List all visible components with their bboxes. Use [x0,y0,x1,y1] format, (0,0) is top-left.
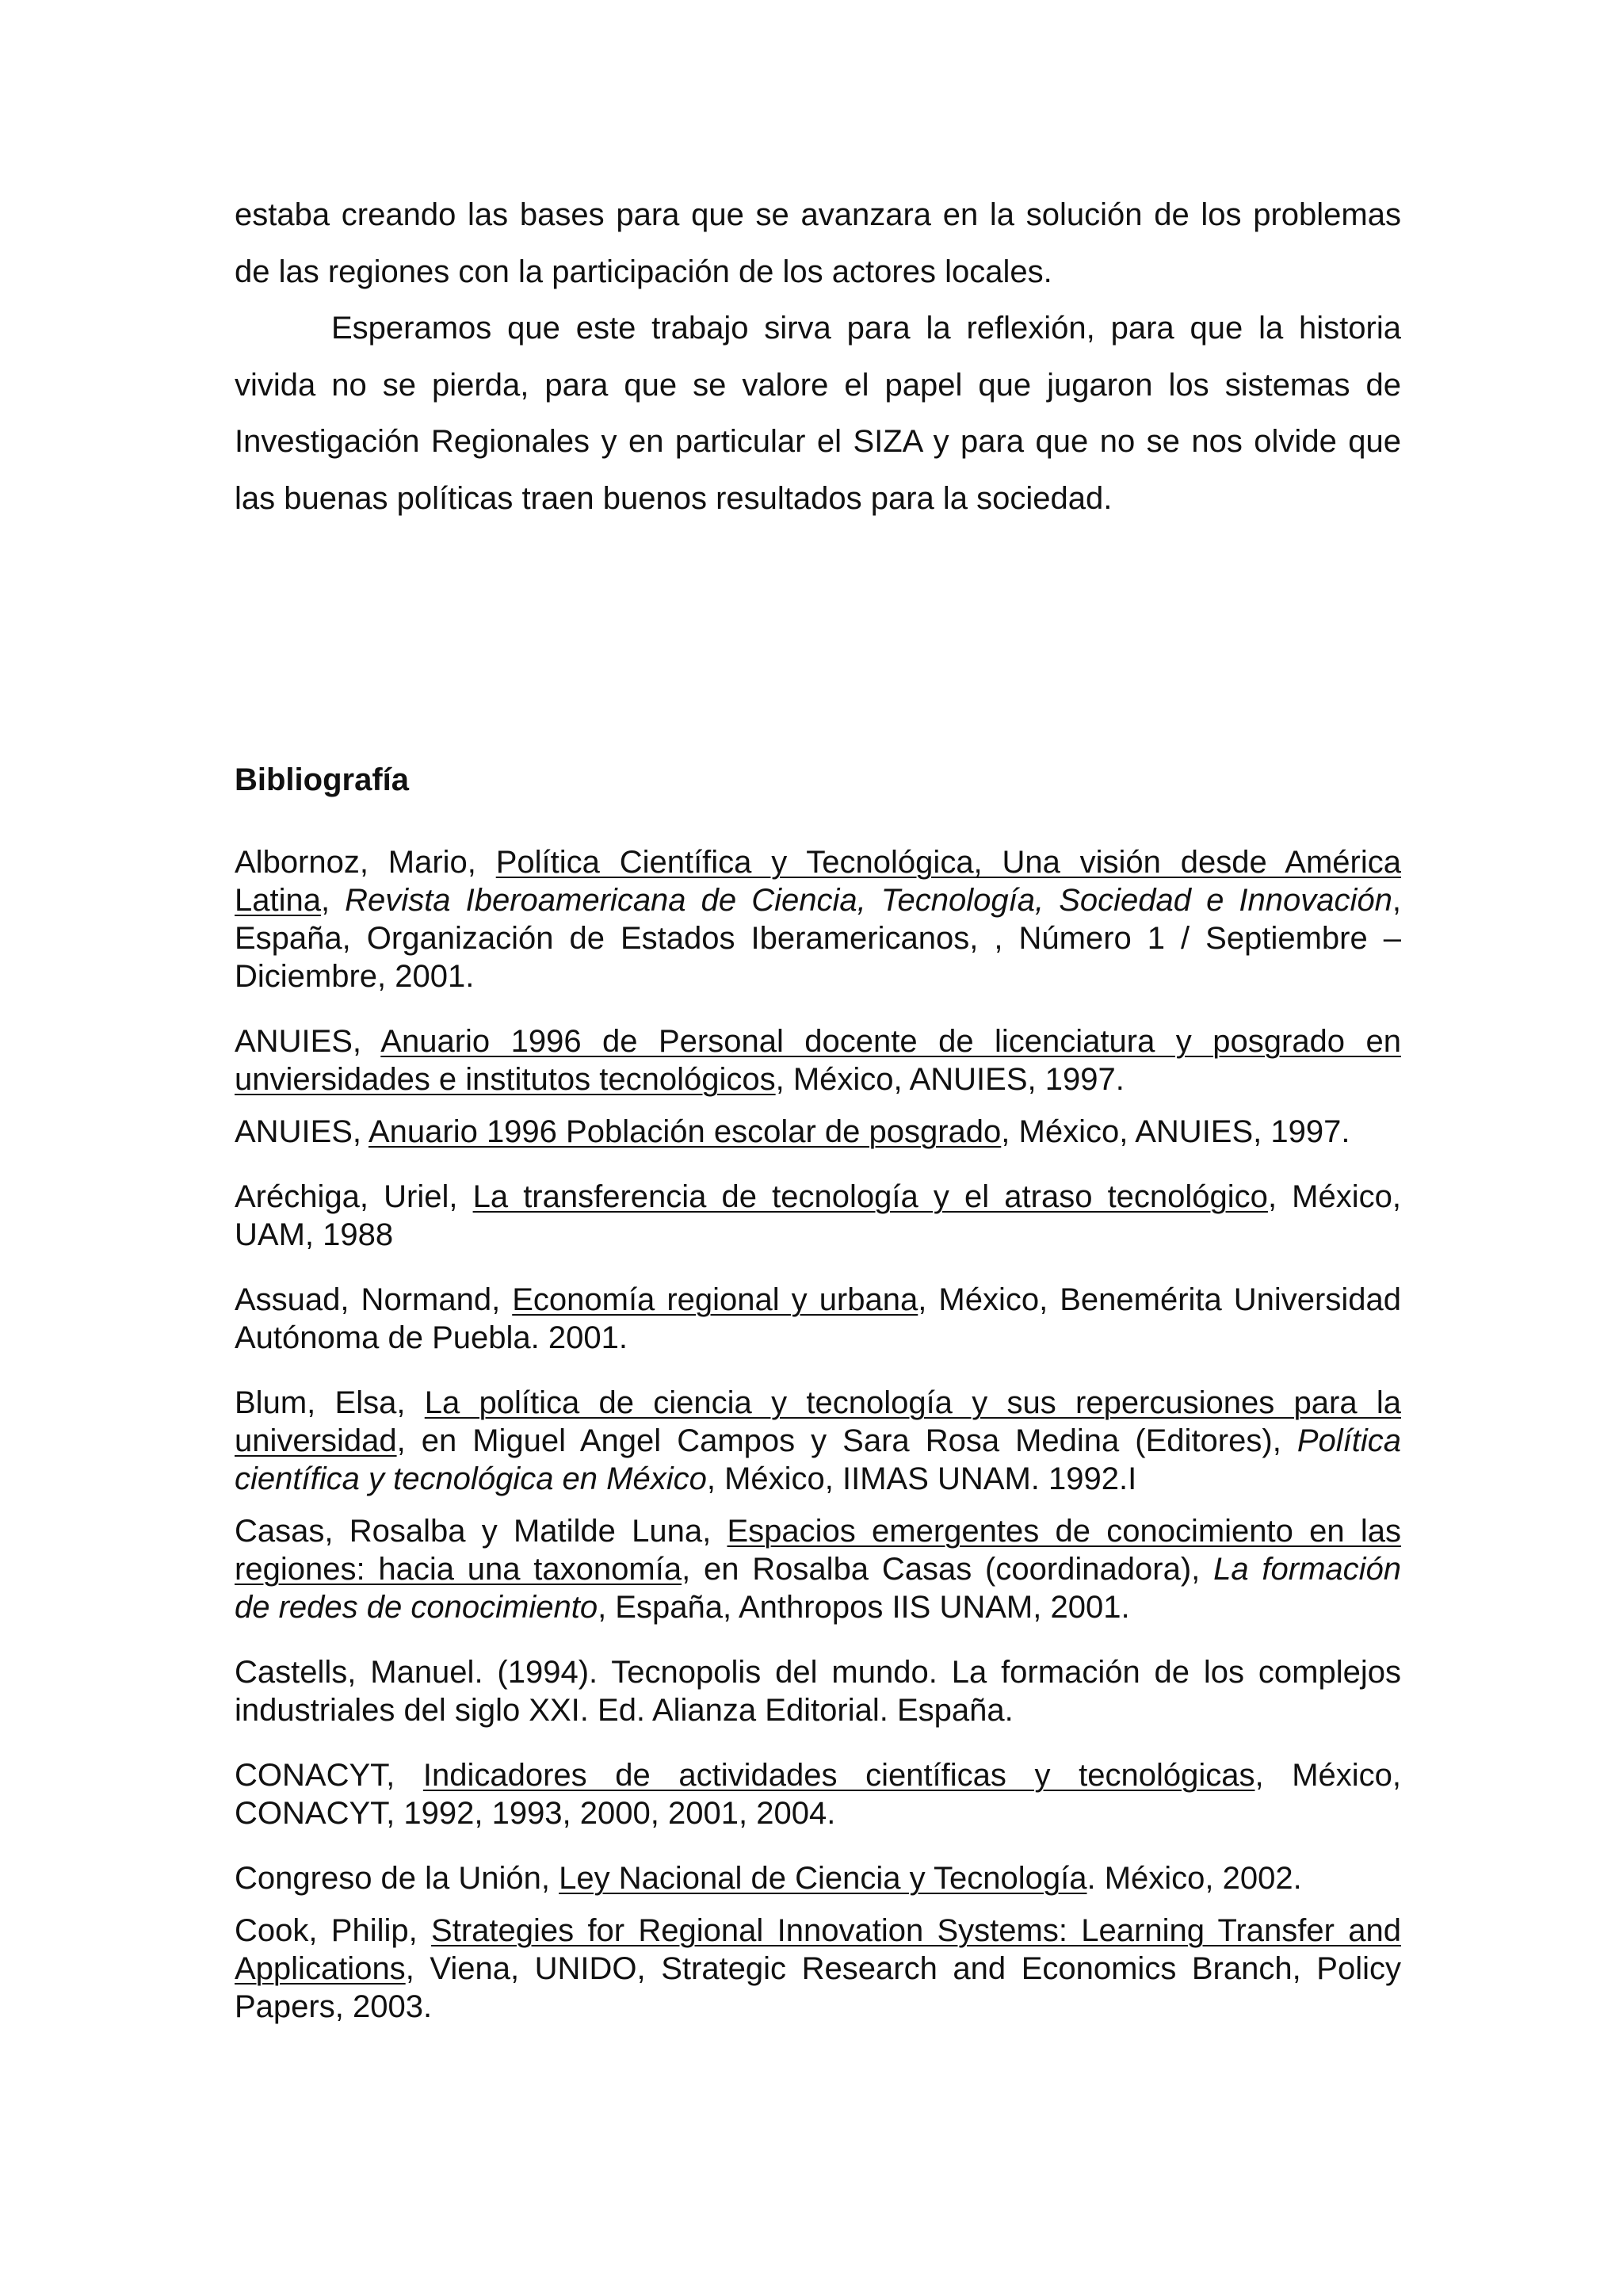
ref-author: Aréchiga, Uriel, [235,1179,473,1214]
ref-details: , México, UAM, 1988 [235,1179,1401,1252]
ref-title: Ley Nacional de Ciencia y Tecnología [559,1861,1087,1896]
ref-title: Economía regional y urbana [512,1282,918,1317]
ref-author: Casas, Rosalba y Matilde Luna, [235,1514,727,1549]
ref-title: Anuario 1996 de Personal docente de licenciatura y posgrado en unviersidades e institutos tecnológicos [235,1024,1401,1097]
bibliography-entry-anuies-poblacion [235,1113,1401,1151]
bibliography-entry-casas [235,1512,1401,1626]
bibliography-entry-albornoz [235,843,1401,995]
ref-text: , en Rosalba Casas (coordinadora), [682,1552,1214,1587]
ref-journal: Revista Iberoamericana de Ciencia, Tecnología, Sociedad e Innovación [345,883,1392,918]
paragraph-2: Esperamos que este trabajo sirva para la reflexión, para que la historia vivida no se pierda, para que se valore el papel que jugaron los sistemas de Investigación Regionales y en particular el SIZA y para que no se nos olvide que las buenas políticas traen buenos resultados para la sociedad. [235,311,1401,516]
ref-title: Strategies for Regional Innovation Systems: Learning Transfer and Applications [235,1913,1401,1986]
ref-details: , México, CONACYT, 1992, 1993, 2000, 2001, 2004. [235,1758,1402,1831]
ref-author: Assuad, Normand, [235,1282,513,1317]
bibliography-entry-blum [235,1384,1401,1498]
ref-details: , Viena, UNIDO, Strategic Research and Economics Branch, Policy Papers, 2003. [235,1951,1401,2024]
ref-author: CONACYT, [235,1758,423,1793]
ref-title: Política Científica y Tecnológica, Una visión desde América Latina [235,845,1401,918]
ref-details: , España, Anthropos IIS UNAM, 2001. [598,1590,1130,1625]
bibliography-entry-castells [235,1653,1401,1729]
ref-title: Anuario 1996 Población escolar de posgrado [368,1114,1002,1149]
ref-author: ANUIES, [235,1024,381,1059]
ref-details: , México, Benemérita Universidad Autónoma de Puebla. 2001. [235,1282,1402,1355]
ref-details: , España, Organización de Estados Iberamericanos, , Número 1 / Septiembre – Diciembre, 2001. [235,883,1401,994]
ref-book: Política científica y tecnológica en México [235,1423,1401,1496]
ref-title: Indicadores de actividades científicas y tecnológicas [422,1758,1255,1793]
bibliography-entry-assuad [235,1281,1401,1357]
ref-text: , en Miguel Angel Campos y Sara Rosa Medina (Editores), [396,1423,1297,1458]
bibliography-entry-cook [235,1912,1401,2026]
ref-details: , México, ANUIES, 1997. [1001,1114,1350,1149]
bibliography-entry-conacyt [235,1756,1401,1832]
ref-title: Espacios emergentes de conocimiento en las regiones: hacia una taxonomía [235,1514,1402,1587]
ref-text: , [320,883,346,918]
ref-details: . México, 2002. [1086,1861,1302,1896]
ref-author: Blum, Elsa, [235,1385,425,1420]
ref-author: Cook, Philip, [235,1913,432,1948]
ref-text: Castells, Manuel. (1994). Tecnopolis del mundo. La formación de los complejos industriales del siglo XXI. Ed. Alianza Editorial. España. [235,1655,1401,1728]
ref-details: , México, IIMAS UNAM. 1992.I [706,1461,1137,1496]
bibliography-list [235,843,1401,2053]
ref-details: , México, ANUIES, 1997. [775,1062,1125,1097]
bibliography-heading: Bibliografía [235,762,410,797]
ref-author: Congreso de la Unión, [235,1861,559,1896]
bibliography-entry-arechiga [235,1178,1401,1254]
ref-book: La formación de redes de conocimiento [235,1552,1402,1625]
ref-title: La política de ciencia y tecnología y sus repercusiones para la universidad [235,1385,1401,1458]
bibliography-entry-congreso [235,1859,1401,1897]
body-text [235,187,1401,527]
ref-author: ANUIES, [235,1114,369,1149]
paragraph-1: estaba creando las bases para que se avanzara en la solución de los problemas de las regiones con la participación de los actores locales. [235,197,1401,289]
ref-author: Albornoz, Mario, [235,845,496,880]
bibliography-entry-anuies-personal [235,1022,1401,1098]
ref-title: La transferencia de tecnología y el atraso tecnológico [472,1179,1268,1214]
